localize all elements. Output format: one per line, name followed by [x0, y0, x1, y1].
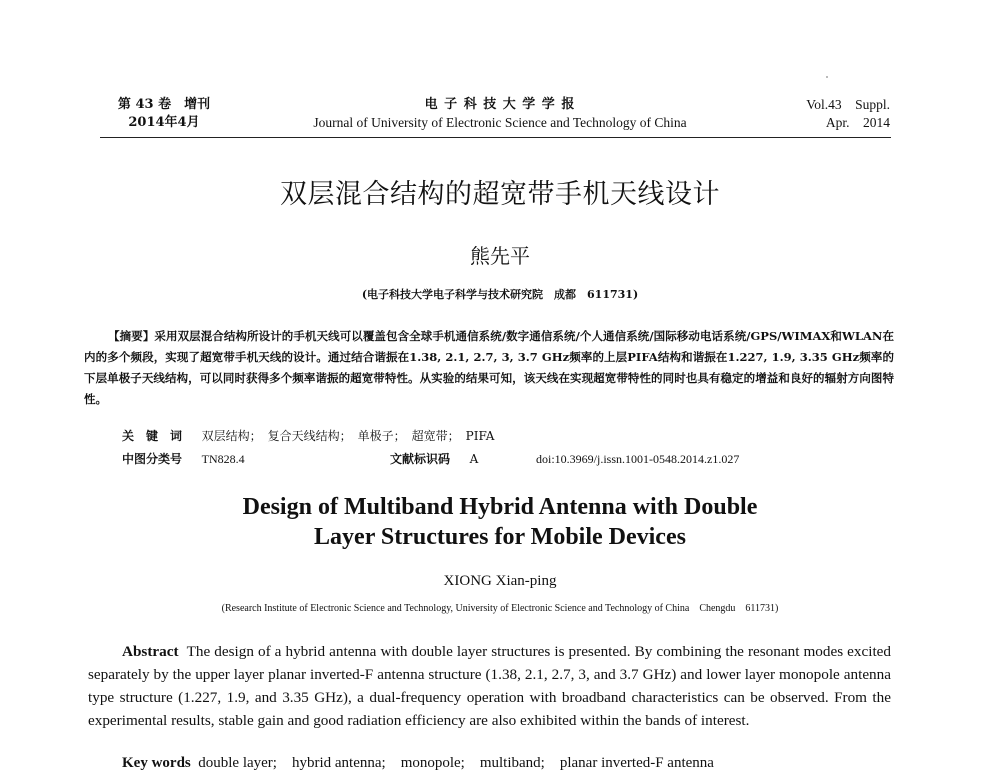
volume-info-en: [780, 96, 890, 132]
doi: doi:10.3969/j.issn.1001-0548.2014.z1.027: [536, 452, 740, 466]
en-author: XIONG Xian-ping: [443, 573, 557, 589]
en-abstract-text: The design of a hybrid antenna with double layer structures is presented. By combining the resonant modes excited separately by the upper layer planar inverted-F antenna structure (1.38, 2.1, 2.7, 3, and 3.7 GHz) and lower layer monopole antenna type structure (1.227, 1.9, and 3.35 GHz), a dual-frequency operation with broadband characteristics can be observed. From the experimental results, stable gain and good radiation efficiency are also exhibited within the bands of interest.: [88, 643, 892, 729]
volume-issue: 第 43 卷 增刊: [117, 97, 211, 112]
header-rule: [100, 137, 891, 138]
journal-name-en: Journal of University of Electronic Science and Technology of China: [313, 115, 687, 130]
doc-code: [390, 450, 478, 468]
cn-abstract-text: 采用双层混合结构所设计的手机天线可以覆盖包含全球手机通信系统/数字通信系统/个人通信系统/国际移动电话系统/GPS/WIMAX和WLAN在内的多个频段，实现了超宽带手机天线的设计。通过结合谐振在1.38, 2.1, 2.7, 3, 3.7 GHz频率的上层PIFA结构和谐振在1.227, 1.9, 3.35 GHz频率的下层单极子天线结构，可以同时获得多个频率谐振的超宽带特性。从实验的结果可知，该天线在实现超宽带特性的同时也具有稳定的增益和良好的辐射方向图特性。: [84, 329, 894, 406]
en-title-line2: Layer Structures for Mobile Devices: [314, 524, 686, 550]
cn-classification: [122, 450, 882, 468]
en-title-line1: Design of Multiband Hybrid Antenna with Double: [242, 494, 758, 520]
doc-code-label: 文献标识码: [390, 452, 451, 466]
cn-author: 熊先平: [470, 244, 530, 268]
cn-keywords-text: 双层结构； 复合天线结构； 单极子； 超宽带； PIFA: [201, 429, 495, 443]
clc-label: 中图分类号: [122, 452, 183, 466]
cn-title: 双层混合结构的超宽带手机天线设计: [280, 179, 720, 210]
volume-suppl: Vol.43 Suppl.: [806, 97, 890, 112]
cn-keywords-label: 关 键 词: [122, 429, 183, 443]
journal-name-cn: 电 子 科 技 大 学 学 报: [424, 97, 576, 112]
en-keywords: [122, 752, 882, 775]
clc-value: TN828.4: [201, 452, 245, 466]
en-title: [0, 492, 1000, 552]
cn-affiliation: (电子科技大学电子科学与技术研究院 成都 611731): [361, 288, 639, 301]
en-abstract-label: Abstract: [122, 643, 179, 660]
cn-abstract-label: 【摘要】: [108, 329, 155, 343]
en-keywords-label: Key words: [122, 755, 191, 771]
doc-code-value: A: [469, 452, 479, 466]
en-affiliation: (Research Institute of Electronic Science and Technology, University of Electronic Science and Technology of China Chengdu 611731): [221, 603, 779, 614]
scan-speck: [826, 76, 828, 78]
cn-keywords: [122, 427, 882, 445]
cn-abstract: [84, 326, 894, 410]
en-keywords-text: double layer; hybrid antenna; monopole; multiband; planar inverted-F antenna: [198, 755, 714, 771]
issue-date-en: Apr. 2014: [825, 115, 890, 130]
en-abstract: [88, 640, 891, 732]
issue-date: 2014年4月: [128, 115, 200, 130]
